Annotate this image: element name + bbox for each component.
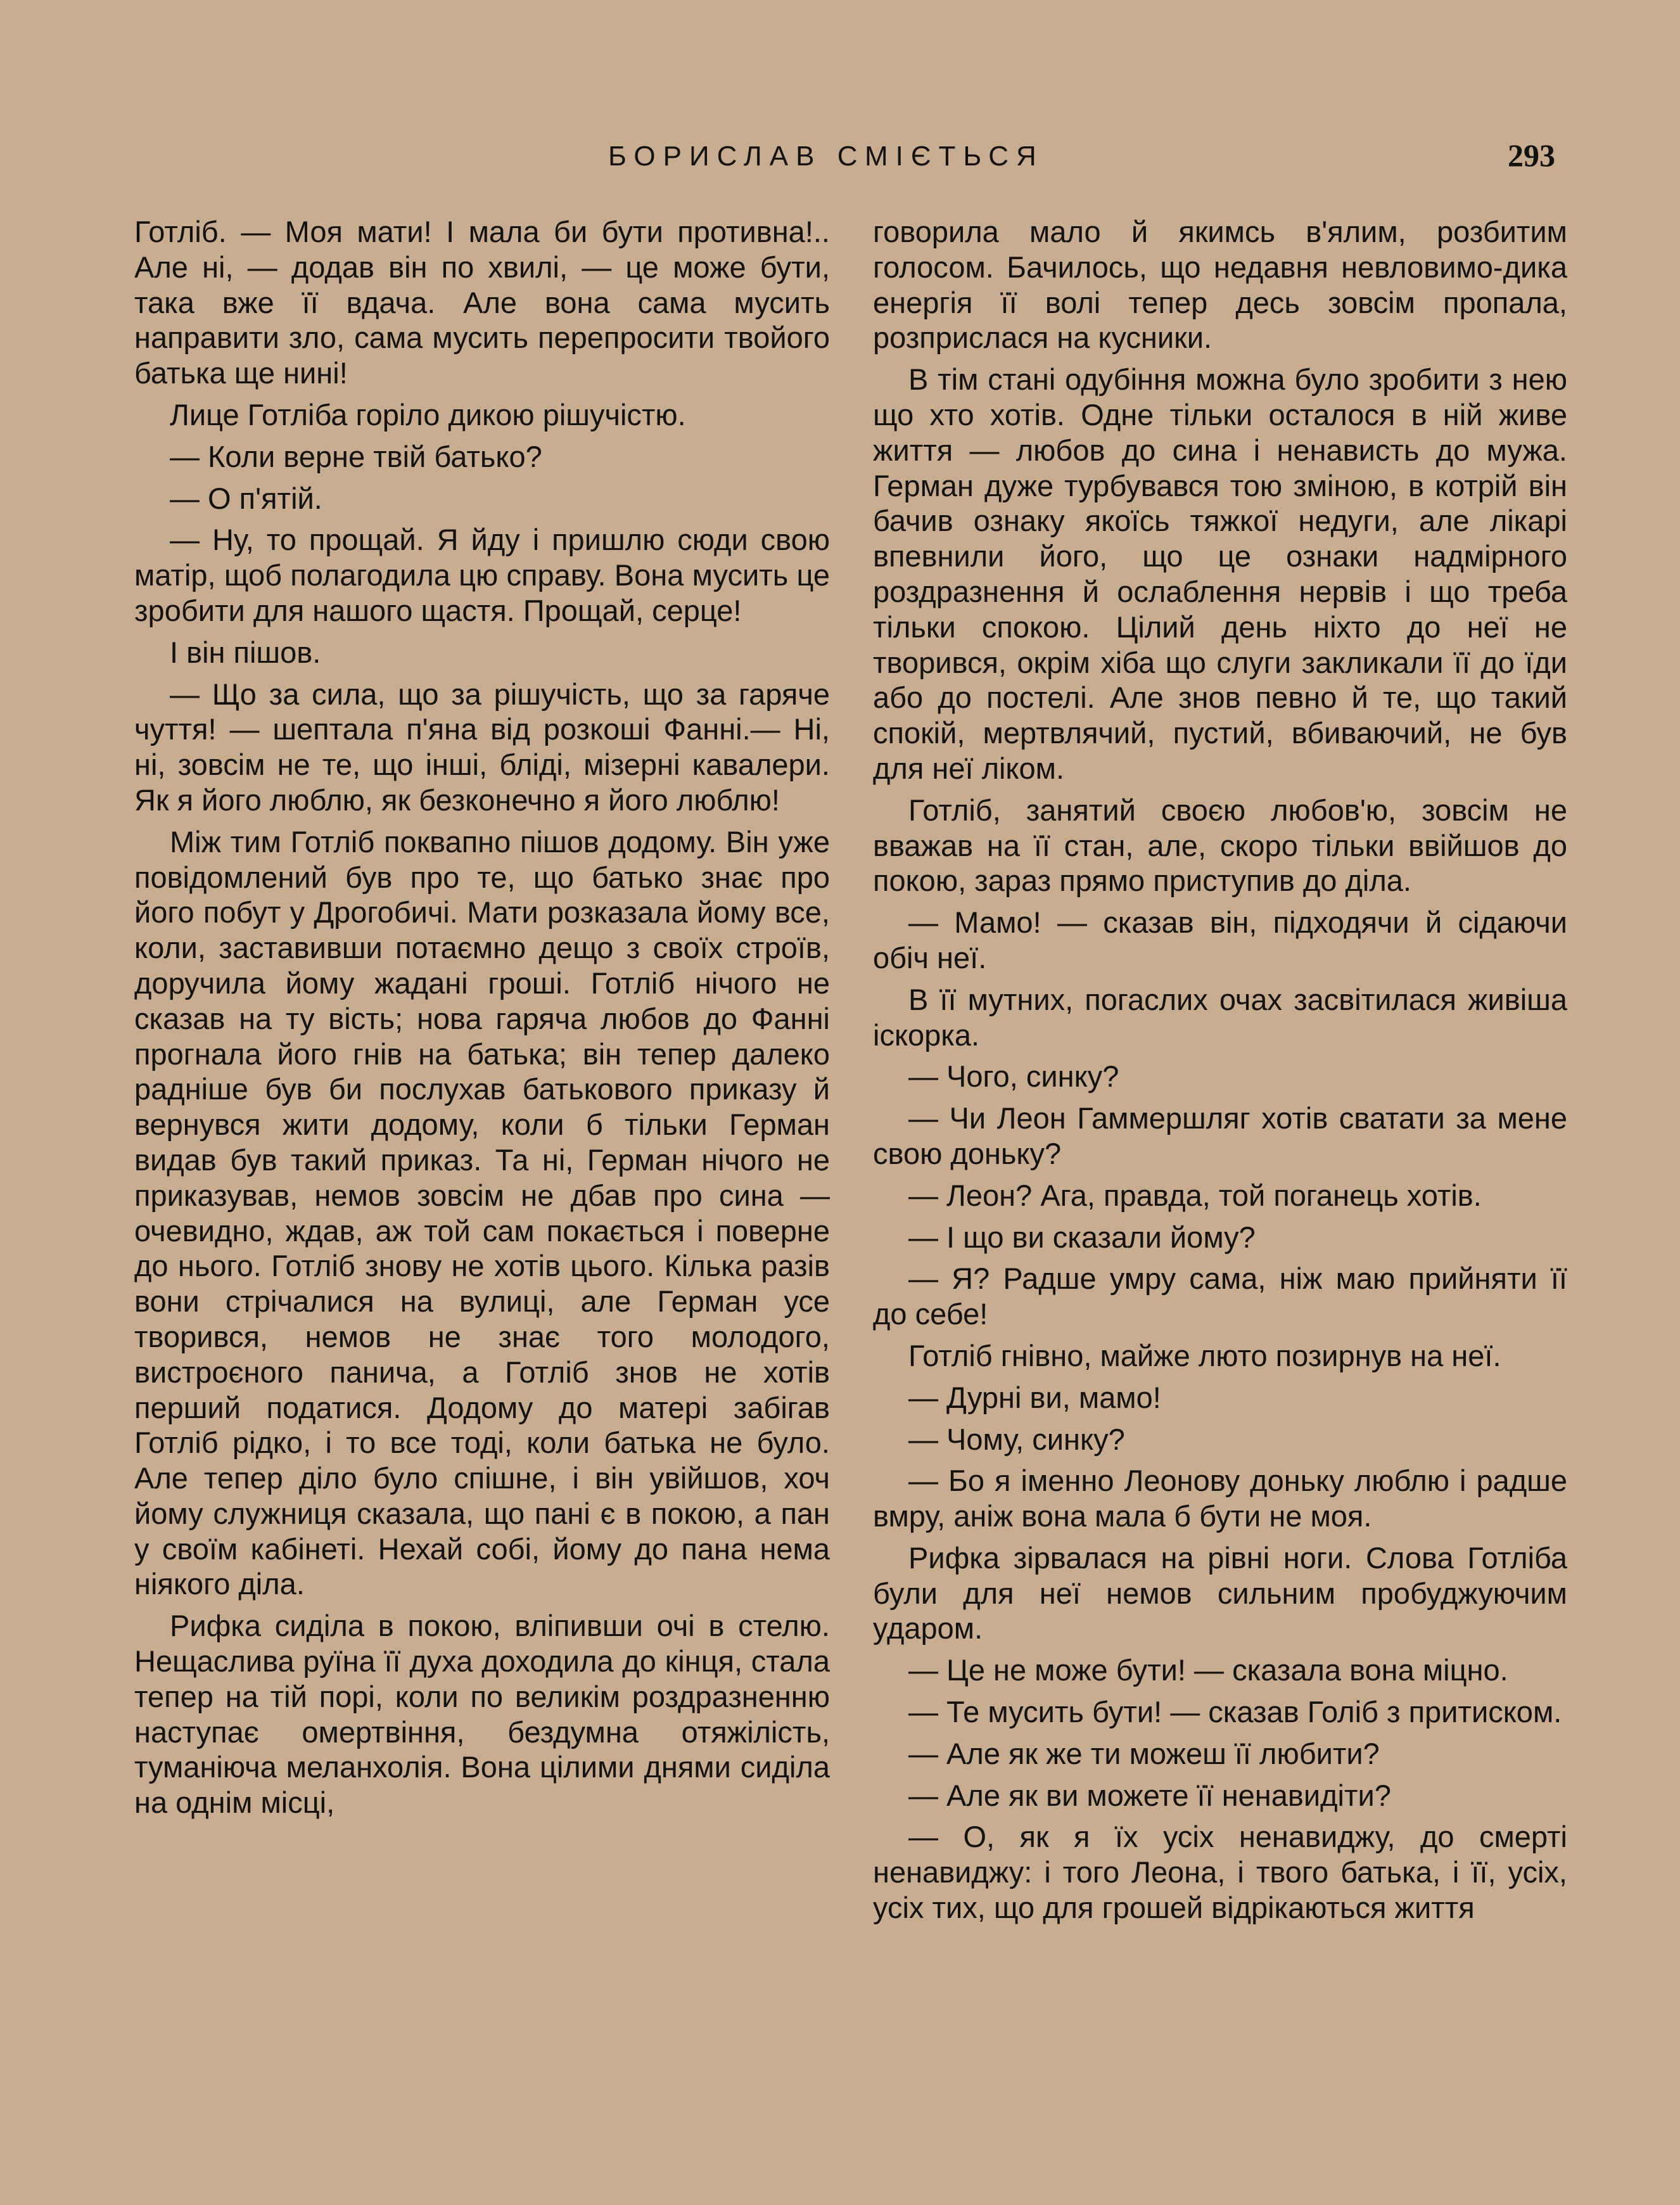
paragraph: В тім стані одубіння можна було зробити з нею що хто хотів. Одне тільки осталося в ній живе життя — любов до сина і ненависть до мужа. Герман дуже турбувався тою зміною, в котрій він бачив ознаку якоїсь тяжкої недуги, але лікарі впевнили його, що це ознаки надмірного роздразнення й ослаблення нервів і що треба тільки спокою. Цілий день ніхто до неї не творився, окрім хіба що слуги закликали її до їди або до постелі. Але знов певно й те, що такий спокій, мертвлячий, пустий, вбиваючий, не був для неї ліком. <box>873 362 1567 785</box>
paragraph: В її мутних, погаслих очах засвітилася живіша іскорка. <box>873 982 1567 1052</box>
paragraph: Рифка зірвалася на рівні ноги. Слова Готліба були для неї немов сильним пробуджуючим ударом. <box>873 1540 1567 1646</box>
page-number: 293 <box>1508 137 1555 173</box>
paragraph: — Мамо! — сказав він, підходячи й сідаючи обіч неї. <box>873 905 1567 975</box>
paragraph: говорила мало й якимсь в'ялим, розбитим голосом. Бачилось, що недавня невловимо-дика енергія її волі тепер десь зовсім пропала, розприслася на кусники. <box>873 215 1567 355</box>
paragraph: — Дурні ви, мамо! <box>908 1380 1161 1414</box>
paragraph: Лице Готліба горіло дикою рішучістю. <box>170 397 686 431</box>
right-column <box>873 214 1567 1932</box>
paragraph: І він пішов. <box>170 635 321 669</box>
paragraph: — Коли верне твій батько? <box>170 439 542 473</box>
left-column <box>134 214 830 1827</box>
paragraph: — Те мусить бути! — сказав Голіб з притиском. <box>908 1695 1562 1729</box>
paragraph: — Чого, синку? <box>908 1059 1119 1094</box>
paragraph: — Ну, то прощай. Я йду і пришлю сюди свою матір, щоб полагодила цю справу. Вона мусить це зробити для нашого щастя. Прощай, серце! <box>134 523 830 627</box>
paragraph: — Леон? Ага, правда, той поганець хотів. <box>908 1178 1482 1212</box>
paragraph: — Бо я іменно Леонову доньку люблю і радше вмру, аніж вона мала б бути не моя. <box>873 1464 1567 1533</box>
paragraph: — О п'ятій. <box>170 481 322 515</box>
paragraph: Між тим Готліб поквапно пішов додому. Він уже повідомлений був про те, що батько знає про його побут у Дрогобичі. Мати розказала йому все, коли, заставивши потаємно дещо з своїх строїв, доручила йому жадані гроші. Готліб нічого не сказав на ту вість; нова гаряча любов до Фанні прогнала його гнів на батька; він тепер далеко радніше був би послухав батькового приказу й вернувся жити додому, коли б тільки Герман видав був такий приказ. Та ні, Герман нічого не приказував, немов зовсім не дбав про сина — очевидно, ждав, аж той сам покається і поверне до нього. Готліб знову не хотів цього. Кілька разів вони стрічалися на вулиці, але Герман усе творився, немов не знає того молодого, вистроєного панича, а Готліб знов не хотів перший податися. Додому до матері забігав Готліб рідко, і то все тоді, коли батька не було. Але тепер діло було спішне, і він увійшов, хоч йому служниця сказала, що пані є в покою, а пан у своїм кабінеті. Нехай собі, йому до пана нема ніякого діла. <box>134 824 830 1601</box>
paragraph: — Але як же ти можеш її любити? <box>908 1736 1380 1770</box>
paragraph: — О, як я їх усіх ненавиджу, до смерті ненавиджу: і того Леона, і твого батька, і її, усіх, усіх тих, що для грошей відрікаються життя <box>873 1820 1567 1925</box>
paragraph: Рифка сиділа в покою, вліпивши очі в стелю. Нещаслива руїна її духа доходила до кінця, стала тепер на тій порі, коли по великім роздразненню наступає омертвіння, бездумна отяжілість, туманіюча меланхолія. Вона цілими днями сиділа на однім місці, <box>134 1609 830 1820</box>
paragraph: — Чи Леон Гаммершляг хотів сватати за мене свою доньку? <box>873 1101 1567 1170</box>
paragraph: Готліб. — Моя мати! І мала би бути противна!.. Але ні, — додав він по хвилі, — це може бути, така вже її вдача. Але вона сама мусить направити зло, сама мусить перепросити твойого батька ще нині! <box>134 215 830 390</box>
paragraph: Готліб, занятий своєю любов'ю, зовсім не вважав на її стан, але, скоро тільки ввійшов до покою, зараз прямо приступив до діла. <box>873 793 1567 898</box>
paragraph: — Що за сила, що за рішучість, що за гаряче чуття! — шептала п'яна від розкоші Фанні.— Ні, ні, зовсім не те, що інші, бліді, мізерні кавалери. Як я його люблю, як безконечно я його люблю! <box>134 677 830 817</box>
paragraph: — Це не може бути! — сказала вона міцно. <box>908 1653 1508 1687</box>
paragraph: — І що ви сказали йому? <box>908 1220 1256 1254</box>
paragraph: — Чому, синку? <box>908 1422 1125 1456</box>
paragraph: — Я? Радше умру сама, ніж маю прийняти її до себе! <box>873 1262 1567 1331</box>
paragraph: Готліб гнівно, майже люто позирнув на неї. <box>908 1338 1501 1372</box>
paragraph: — Але як ви можете її ненавидіти? <box>908 1778 1391 1812</box>
running-title: БОРИСЛАВ СМІЄТЬСЯ <box>608 141 1044 172</box>
